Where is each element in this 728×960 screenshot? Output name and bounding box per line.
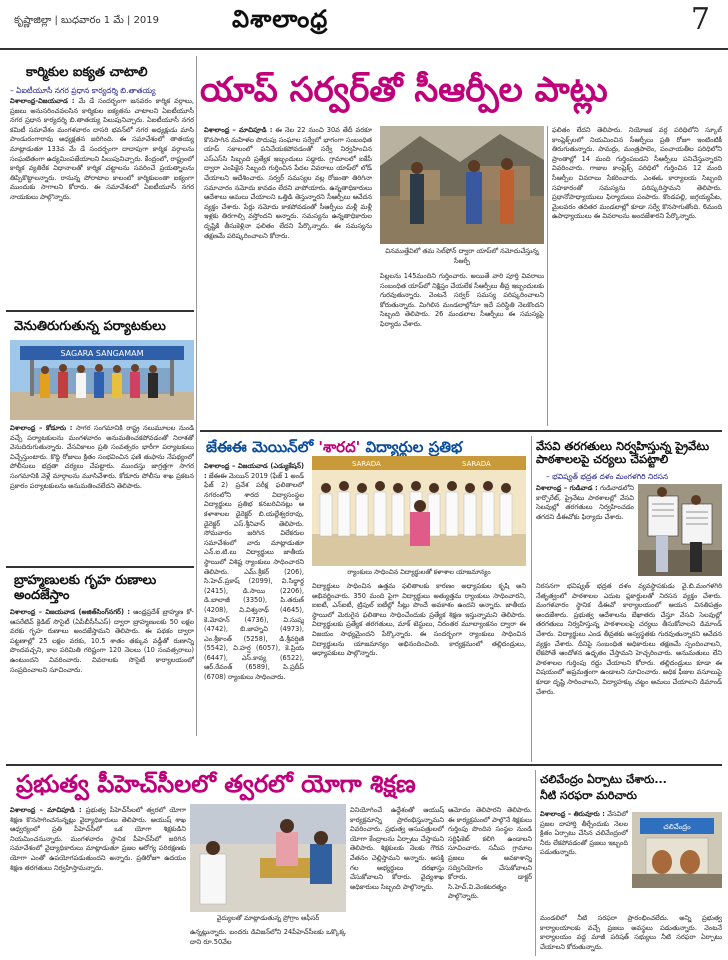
venutiru-dateline: విశాలాంధ్ర – కోడూరు : <box>10 424 73 432</box>
jee-headline-sarada: 'శారద' <box>318 438 361 456</box>
app-server-body3: ఫలితం లేదని తెలిపారు. నియోజక వర్గ పరిధిలోని స్కూల్ కాంప్లెక్స్‌లలో నియమించిన సీఆర్పీలు ప్రతి రోజూ ఇంటింటికీ తిరుగుతున్నారు. పామర్రు, మంత్రపాలెం, పంచాయతీల పరిధిలోని ప్రాంతాల్లో 14 మంది గుర్తింపబడని సీఆర్పీలు పనిచేస్తున్నారని వివరించారు. గాజుల కాంప్లెక్స్ పరిధిలో గుర్తించిన 12 మంది సీఆర్పీల వివరాలు సేకరించారు. ఎంఈఓ కార్యాలయ సిబ్బంది సహకారంతో సమస్యను పరిష్కరిస్తామని తెలిపారు. ప్రధానోపాధ్యాయులు ఫిర్యాదులు పంపారు. కొండపల్లి, జగ్గయ్యపేట, మైలవరం తదితర మండలాల్లో కూడా సర్వే కొనసాగుతోంది. 6మంది ఉపాధ్యాయులు ఈ వివరాలను అందజేశారని పేర్కొన్నారు. <box>552 126 722 221</box>
story-divider <box>6 310 194 312</box>
yoga-dateline: విశాలాంధ్ర – మాచిపూడి : <box>10 806 82 814</box>
jee-body2: విద్యార్థులు సాధించిన ఉత్తమ ఫలితాలకు కారణం అధ్యాపకుల కృషి అని అభివర్ణించారు. 350 మంది పైగా విద్యార్థులు అత్యుత్తమ ర్యాంకులు సాధించారని, ఐఐటీ, ఎన్ఐటీ, ట్రిపుల్ ఐటీల్లో సీట్లు పొందే అవకాశం ఉందని అన్నారు. జాతీయ స్థాయిలో మెరుగైన ఫలితాలు సాధించేందుకు ప్రత్యేక శిక్షణ ఇస్తున్నామని తెలిపారు. విద్యార్థులకు ప్రత్యేక తరగతులు, మాక్ టెస్టులు, నిరంతర మూల్యాంకనం ద్వారా ఈ విజయం సాధ్యమైందని పేర్కొన్నారు. ఈ సందర్భంగా ర్యాంకులు సాధించిన విద్యార్థులను యాజమాన్యం అభినందించింది. కార్యక్రమంలో తల్లిదండ్రులు, అధ్యాపకులు పాల్గొన్నారు. <box>312 582 526 658</box>
brahmana-body <box>10 608 194 732</box>
brahmana-headline: బ్రాహ్మణులకు గృహ రుణాలు అందజేస్తాం <box>14 573 157 603</box>
brahmana-text: ఆంధ్రప్రదేశ్ బ్రాహ్మణ కో-ఆపరేటివ్ క్రెడిట్ సొసైటీ (ఏపీబీసీసీఎస్) ద్వారా బ్రాహ్మణులకు 50 లక్షల వరకు గృహ రుణాలు అందజేస్తామని తెలిపారు. ఈ పథకం ద్వారా పట్టణాల్లో 25 లక్షల వరకు, 10.5 శాతం తక్కువ వడ్డీతో రుణాన్ని పొందవచ్చని, కాల పరిమితి గరిష్టంగా 120 నెలలు (10 సంవత్సరాలు) ఉంటుందని వివరించారు. వివరాలకు సొసైటీ కార్యాలయంలో సంప్రదించాలని సూచించారు. <box>10 608 194 674</box>
jee-text1: జేఈఈ మెయిన్ 2019 (ఫేజ్ 1 అండ్ ఫేజ్ 2) ప్రవేశ పరీక్ష ఫలితాలలో నగరంలోని శారద విద్యాసంస్థల విద్యార్థులు ప్రతిభ కనబరిచినట్లు ఆ కళాశాలల డైరెక్టర్ బి.యల్లేశ్వరరావు, డైరెక్టర్ ఎస్.శ్రీనివాస్ తెలిపారు. సోమవారం జరిగిన విలేకరుల సమావేశంలో వారు మాట్లాడుతూ ఎన్.ఐ.టి.లు విద్యార్థులు జాతీయ స్థాయిలో విశిష్ట ర్యాంకులు సాధించారని తెలిపారు. ఎమ్.శ్రీకర్ (206), సి.హెచ్.ప్రకాష్ (2099), వి.సిద్ధార్థ (2415), డి.సాయి (2206), డి.బాలాజీ (3350), పి.తరుణ్ (4208), వి.విశ్వనాథ్ (4645), కె.మోహన్ (4736), వి.సుష్మ (4742), బి.జాహ్నవి (4973), ఎం.శ్రీకాంత్ (5258), డి.శ్రీవర్షిణి (5542), వి.హర్ష (6057), కె.ప్రియ (6447), ఎస్.కావ్య (6522), ఆర్.రేవంత్ (6589), పి.ప్రదీప్ (6708) ర్యాంకులు సాధించారు. <box>204 471 304 682</box>
yoga-body1 <box>10 806 186 956</box>
kaarmikula-headline: కార్మికుల ఐక్యత చాటాలి <box>26 65 148 80</box>
kaarmikula-dateline: విశాలాంధ్ర-విజయవాడ : <box>10 97 75 105</box>
masthead <box>0 0 728 50</box>
jee-headline-part1: జేఈఈ మెయిన్‌లో <box>206 438 319 456</box>
yoga-body3: ఆమోదం తెలిపారని తెలిపారు. ఈ కార్యక్రమంలో పాల్గొనే శిక్షకులు గుర్తింపు పొందిన సంస్థల నుండి సర్టిఫికెట్ కలిగి ఉండాలని సూచించారు. సమీప గ్రామాల ప్రజలు ఈ అవకాశాన్ని సద్వినియోగం చేసుకోవాలని కోరారు. డాక్టర్ సి.హెచ్.వి.వెంకటరత్నం పాల్గొన్నారు. <box>448 806 532 901</box>
newspaper-logo: విశాలాంధ్ర <box>232 4 329 33</box>
tourists-photo <box>10 340 194 420</box>
app-server-headline: యాప్ సర్వర్‌తో సీఆర్పీల పాట్లు <box>200 70 608 110</box>
water-body1 <box>540 810 628 918</box>
yoga-body2: వినియోగించే ఉద్దేశంతో ఆయుష్ కార్యక్రమాన్ని ప్రారంభిస్తున్నామని వివరించారు. ప్రభుత్వ ఆసుపత్రులలో యోగా కేంద్రాలను ఏర్పాటు చేస్తామని తెలిపారు. శిక్షకులకు నెలకు గౌరవ వేతనం చెల్లిస్తామని అన్నారు. ఆసక్తి గల అభ్యర్థులు దరఖాస్తు చేసుకోవాలని కోరారు. వైద్యశాఖ అధికారులు సిబ్బంది పాల్గొన్నారు. <box>350 806 444 891</box>
water-headline-line2: నీటి సరఫరా మరిచారు <box>540 789 637 802</box>
tourists-banner: SAGARA SANGAMAM <box>60 349 144 358</box>
kaarmikula-body <box>10 97 194 305</box>
jee-dateline: విశాలాంధ్ర – విజయవాడ (ఎడ్యుకేషన్) : <box>204 462 304 480</box>
crp-photo <box>380 126 544 244</box>
column-divider <box>535 770 536 956</box>
jee-banner-2: SARADA <box>462 460 491 468</box>
kaarmikula-byline: – ఏఐటీయూసీ నగర ప్రధాన కార్యదర్శి బి.తాతయ్య <box>10 86 156 95</box>
jee-headline-part3: విద్యార్థుల ప్రతిభ <box>360 438 463 456</box>
venutiru-headline: వెనుతిరుగుతున్న పర్యాటకులు <box>14 319 166 334</box>
column-divider <box>547 126 548 426</box>
crp-photo-svg <box>380 126 544 244</box>
crp-photo-caption: చినముత్తేవిలో తమ సెల్‌ఫోన్ ద్వారా యాప్‌లో నమోదుచేస్తున్న సీఆర్పీ <box>380 246 544 268</box>
story-divider <box>6 764 722 766</box>
protest-photo <box>638 484 722 576</box>
story-divider <box>200 430 722 432</box>
app-server-text1: ఈ నెల 22 నుంచి 30వ తేదీ వరకూ కొనసాగిన మహిళల పొదుపు సంఘాల సర్వేలో భాగంగా సంబంధిత యాప్ సకాలంలో పనిచేయకపోవడంతో సర్వే నిర్వహించిన ఎస్‌ఎస్‌సి సిబ్బంది ప్రత్యేక ఇబ్బందులు పడ్డారు. గ్రామాలలో ఐకేపీ ద్వారా ఎంపికైన సిబ్బంది గుర్తించిన పేదల వివరాలు యాప్‌లో లోడ్ చేయాలని ఆదేశించారు. సర్వర్ సమస్యల వల్ల రోజంతా తిరిగినా సమాచారం నమోదు కావడం లేదని వాపోయారు. ఉన్నతాధికారులు ఆదేశాలు అమలు చేయాలని ఒత్తిడి తెస్తున్నారని సీఆర్పీలు ఆవేదన వ్యక్తం చేశారు. పేర్లు నమోదు కాకపోవడంతో సీఆర్పీలు మళ్లీ మళ్లీ ఇళ్లకు తిరగాల్సి వస్తోందని అన్నారు. సమస్యను ఉన్నతాధికారుల దృష్టికి తీసుకెళ్లినా ఫలితం లేదని పేర్కొన్నారు. ఈ సమస్యను తక్షణమే పరిష్కరించాలని కోరారు. <box>204 126 372 240</box>
yoga-headline: ప్రభుత్వ పీహెచ్‌సీలలో త్వరలో యోగా శిక్షణ <box>16 770 416 798</box>
page-number: 7 <box>690 2 710 37</box>
fees-text1: గుడివాడలోని కార్పొరేట్, ప్రైవేటు పాఠశాలల్లో వేసవి సెలవుల్లో తరగతులు నిర్వహించడం తగదని డీఈవోకు ఫిర్యాదు చేశారు. <box>536 484 634 521</box>
fees-body2: నిరసనగా భవిష్యత్ భద్రత దళం వ్యవస్థాపకుడు వై.బి.మంగళగిరి నేతృత్వంలో పాఠశాలల ఎదుట ప్లకార్డులతో నిరసన వ్యక్తం చేశారు. మంగళవారం స్థానిక డీఈవో కార్యాలయంలో ఆయన వినతిపత్రం అందజేశారు. ప్రభుత్వ ఆదేశాలను బేఖాతరు చేస్తూ వేసవి సెలవుల్లో తరగతులు నిర్వహిస్తున్న పాఠశాలలపై చర్యలు తీసుకోవాలని డిమాండ్ చేశారు. విద్యార్థులు ఎండ తీవ్రతకు అస్వస్థతకు గురవుతున్నారని ఆవేదన వ్యక్తం చేశారు. దీనిపై సంబంధిత అధికారులు తక్షణమే స్పందించాలని, లేకపోతే ఆందోళన ఉధృతం చేస్తామని హెచ్చరించారు. అనుమతులు లేని పాఠశాలల గుర్తింపు రద్దు చేయాలని కోరారు. తల్లిదండ్రులు కూడా ఈ విషయంలో అప్రమత్తంగా ఉండాలని సూచించారు. అధిక ఫీజుల వసూలుపై కూడా దృష్టి సారించాలని, విద్యాహక్కు చట్టం అమలు చేయాలని డిమాండ్ చేశారు. <box>536 582 722 696</box>
app-server-body1 <box>204 126 372 426</box>
jee-students-photo <box>312 456 526 566</box>
column-divider <box>196 56 197 736</box>
water-body2: మండలిలో నీటి సరఫరా ప్రారంభించలేదు. అన్ని ప్రభుత్వ కార్యాలయాలకు వచ్చే ప్రజలు అవస్థలు పడుతున్నారు. వెంటనే కార్యాలయం వద్ద మాజీ పరిషత్ సభ్యులు నీటి సరఫరా ఏర్పాటు చేయాలని కోరుతున్నారు. <box>540 914 722 951</box>
jee-students-photo-svg <box>312 456 526 566</box>
jee-banner-1: SARADA <box>352 460 381 468</box>
water-banner: చలివేంద్రం <box>663 823 691 831</box>
yoga-photo-svg <box>190 804 346 912</box>
app-server-dateline: విశాలాంధ్ర – మాచిపూడి : <box>204 126 273 134</box>
kaarmikula-text: మే డే సందర్భంగా జనవరం కార్మిక వర్గాలు, ప్రజలు అనుసరించవలసిన కార్మికుల ఐక్యతను చాటాలని ఏఐటీయూసీ నగర ప్రధాన కార్యదర్శి బి.తాతయ్య పిలుపునిచ్చారు. ఏఐటీయూసీ నగర కమిటీ సమావేశం మంగళవారం దాసరి భవన్‌లో నగర అధ్యక్షుడు మాసి పాండురంగారావు అధ్యక్షతన జరిగింది. ఈ సమావేశంలో తాతయ్య మాట్లాడుతూ 133వ మే డే సందర్భంగా దాదాపుగా కార్మిక వర్గాలను సంఘటితంగా ఉద్యమింపజేయాలని పిలుపునిచ్చారు. కేంద్రంలో, రాష్ట్రంలో కార్మిక వ్యతిరేక విధానాలతో కార్మిక చట్టాలను సవరించే ప్రయత్నాలను తిప్పికొట్టాలన్నారు. రానున్న పోరాటాల కాలంలో కార్మికులంతా ఐక్యంగా ముందుకు సాగాలని కోరారు. ఈ సమావేశంలో ఏఐటీయూసీ నగర నాయకులు పాల్గొన్నారు. <box>10 97 194 201</box>
venutiru-body <box>10 424 194 562</box>
yoga-photo-caption: వైద్యులతో మాట్లాడుతున్న ప్రోగ్రాం ఆఫీసర్ <box>190 914 346 925</box>
app-server-body2: పిల్లలను 145మందిని గుర్తించారు. అయితే వారి పూర్తి వివరాలు సంబంధిత యాప్‌లో నిక్షిప్తం చేయలేక సీఆర్పీలు తీవ్ర ఇబ్బందులకు గురవుతున్నారు. వెంటనే సర్వర్ సమస్య పరిష్కరించాలని కోరుతున్నారు. మిగిలిన మండలాల్లోనూ ఇదే పరిస్థితి నెలకొందని సిబ్బంది తెలిపారు. 26 మండలాల సీఆర్పీలు ఈ సమస్యపై ఫిర్యాదు చేశారు. <box>380 272 544 328</box>
yoga-photo <box>190 804 346 912</box>
brahmana-dateline: విశాలాంధ్ర – విజయవాడ (అజిత్‌సింగ్‌నగర్) : <box>10 608 130 616</box>
water-headline-line1: చలివేంద్రం ఏర్పాటు చేశారు... <box>540 773 667 786</box>
water-photo-svg <box>632 812 722 888</box>
yoga-text1: ప్రభుత్వ పీహెచ్‌సీలలో త్వరలో యోగా శిక్షణ కొనసాగించనున్నట్లు వైద్యాధికారులు తెలిపారు. ఆయుష్ శాఖ ఆధ్వర్యంలో ప్రతి పీహెచ్‌సీలో ఒక యోగా శిక్షకుడిని నియమించనున్నారు. మంగళవారం స్థానిక పీహెచ్‌సీలో జరిగిన సమావేశంలో వైద్యాధికారులు మాట్లాడుతూ ప్రజల ఆరోగ్య పరిరక్షణకు యోగా ఎంతో ఉపయోగపడుతుందని అన్నారు. ప్రతిరోజూ ఉదయం శిక్షణ తరగతులు నిర్వహిస్తామన్నారు. <box>10 806 186 872</box>
yoga-trailing: ఉన్నట్లున్నారు. బందరు డివిజన్‌లోని 24పీహెచ్‌సీలకు ఒక్కొక్క దాని రూ.50వేల <box>190 928 346 946</box>
dateline: కృష్ణాజిల్లా | బుధవారం 1 మే | 2019 <box>14 15 160 26</box>
water-text1: వేసవిలో ప్రజల దాహార్తి తీర్చేందుకు నెలల క్రితం ఏర్పాటు చేసిన చలివేంద్రంలో నీరు లేకపోవడంతో ప్రజలు ఇబ్బంది పడుతున్నారు. <box>540 810 628 857</box>
fees-body1 <box>536 484 634 580</box>
story-divider <box>6 566 194 568</box>
tourists-photo-svg <box>10 340 194 420</box>
water-dateline: విశాలాంధ్ర – తిరువూరు : <box>540 810 605 818</box>
fees-byline: – భవిష్యత్ భద్రత దళం మంగళగిరి నిరసన <box>546 472 669 481</box>
column-divider <box>531 436 532 762</box>
jee-body1 <box>204 462 304 762</box>
fees-headline: వేసవి తరగతులు నిర్వహిస్తున్న ప్రైవేటు పాఠశాలలపై చర్యలు చేపట్టాలి <box>536 439 710 467</box>
jee-photo-caption: ర్యాంకులు సాధించిన విద్యార్థులతో కళాశాల యాజమాన్యం <box>312 568 526 579</box>
fees-dateline: విశాలాంధ్ర – గుడివాడ : <box>536 484 598 492</box>
protest-photo-svg <box>638 484 722 576</box>
venutiru-text: సాగర సంగమానికి రాష్ట్ర నలుమూలల నుండి వచ్చే పర్యాటకులను మంగళవారం అనుమతించకపోవడంతో నిరాశతో వెనుదిరుగుతున్నారు. వేసవికాలం ప్రతి సంవత్సరం భారీగా పర్యాటకులు విచ్చేస్తుంటారు. కొద్ది రోజులు క్రితం సంభవించిన ఫణి తుఫాను నేపథ్యంలో పోలీసులు భద్రతా చర్యలు చేపట్టారు. ముందస్తు జాగ్రత్తగా సాగర సంగమానికి వెళ్లే మార్గాలను మూసివేశారు. కోడూరు పోలీసు శాఖ ప్రకటన ప్రకారం పర్యాటకులను అనుమతించలేదని తెలిపారు. <box>10 424 194 490</box>
water-photo <box>632 812 722 888</box>
